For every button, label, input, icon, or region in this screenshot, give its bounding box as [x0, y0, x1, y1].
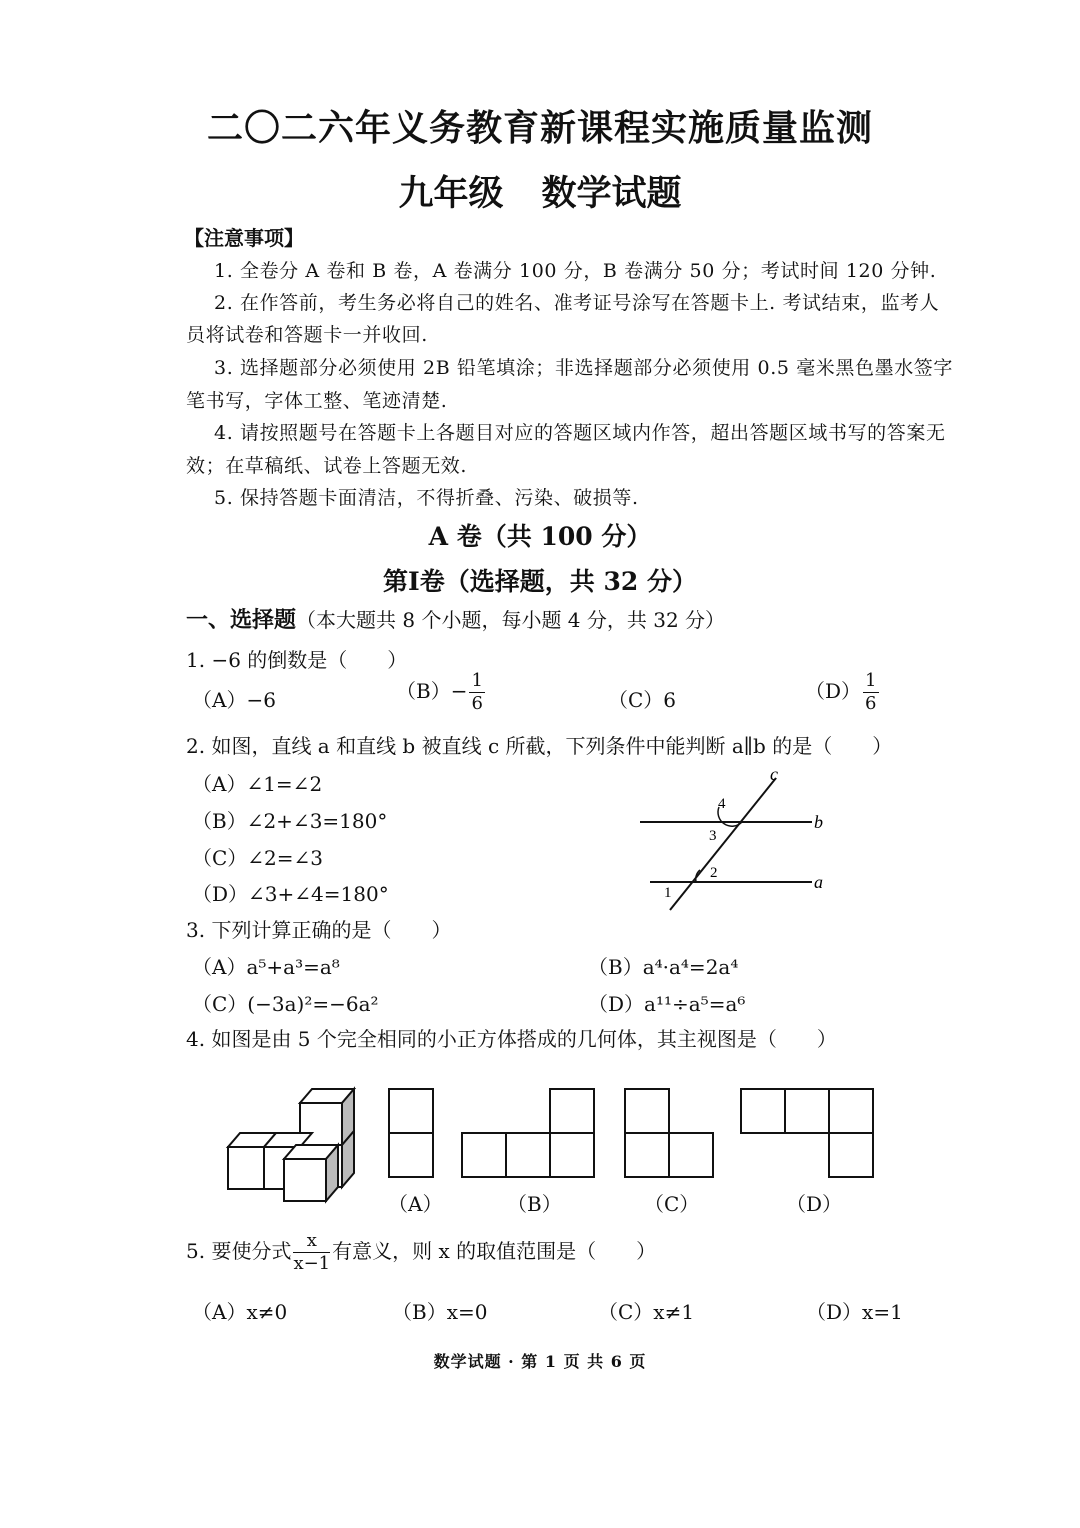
q4-cube-solid-figure — [222, 1085, 362, 1205]
q4-option-a: （A） — [388, 1192, 443, 1216]
q4-option-b-figure — [461, 1088, 595, 1178]
q4-option-c: （C） — [644, 1192, 700, 1216]
label-4: 4 — [718, 796, 726, 812]
notice-line-2-cont: 员将试卷和答题卡一并收回. — [186, 324, 428, 346]
choice-section-heading — [186, 603, 725, 634]
grade-label: 九年级 — [398, 173, 504, 214]
q4-option-c-figure — [624, 1088, 714, 1178]
label-2: 2 — [710, 865, 718, 881]
notice-line-3-cont: 笔书写，字体工整、笔迹清楚. — [186, 390, 448, 412]
notice-line-2: 2. 在作答前，考生务必将自己的姓名、准考证号涂写在答题卡上. 考试结束，监考人 — [214, 292, 940, 314]
q5-option-a: （A）x≠0 — [192, 1300, 288, 1324]
q1-option-d-fraction: $\frac{1}{6}$ — [865, 670, 877, 714]
subject-label: 数学试题 — [541, 173, 682, 214]
q1-stem: 1. −6 的倒数是（ ） — [186, 648, 408, 672]
q1-option-b-fraction: $\frac{1}{6}$ — [471, 670, 483, 714]
q5-stem — [186, 1232, 656, 1273]
q4-option-d: （D） — [786, 1192, 843, 1216]
q2-option-c: （C）∠2=∠3 — [192, 846, 324, 870]
q1-option-d — [805, 672, 881, 713]
label-b: b — [814, 812, 823, 832]
q2-option-b: （B）∠2+∠3=180° — [192, 809, 388, 833]
part-1-heading: 第Ⅰ卷（选择题，共 32 分） — [383, 567, 697, 596]
q4-option-d-figure — [740, 1088, 874, 1178]
q1-option-d-prefix: （D） — [805, 679, 862, 703]
q5-stem-pre: 5. 要使分式 — [186, 1239, 292, 1263]
notice-line-4: 4. 请按照题号在答题卡上各题目对应的答题区域内作答，超出答题区域书写的答案无 — [214, 422, 946, 444]
choice-section-desc: （本大题共 8 个小题，每小题 4 分，共 32 分） — [296, 608, 726, 632]
section-a-heading: A 卷（共 100 分） — [428, 522, 652, 551]
notice-line-3: 3. 选择题部分必须使用 2B 铅笔填涂；非选择题部分必须使用 0.5 毫米黑色墨水签字 — [214, 357, 953, 379]
label-3: 3 — [709, 828, 717, 844]
q5-option-d: （D）x=1 — [806, 1300, 903, 1324]
q2-stem: 2. 如图，直线 a 和直线 b 被直线 c 所截，下列条件中能判断 a∥b 的是（ ） — [186, 734, 893, 758]
q1-option-b-prefix: （B）− — [396, 679, 468, 703]
q1-option-b — [396, 672, 487, 713]
page-footer: 数学试题 · 第 1 页 共 6 页 — [433, 1352, 647, 1371]
q3-stem: 3. 下列计算正确的是（ ） — [186, 918, 452, 942]
q5-stem-post: 有意义，则 x 的取值范围是（ ） — [332, 1239, 657, 1263]
notice-line-4-cont: 效；在草稿纸、试卷上答题无效. — [186, 455, 468, 477]
q4-option-b: （B） — [507, 1192, 562, 1216]
q5-option-b: （B）x=0 — [392, 1300, 488, 1324]
q2-option-d: （D）∠3+∠4=180° — [192, 882, 389, 906]
label-a: a — [814, 872, 823, 892]
q3-option-c: （C）(−3a)²=−6a² — [192, 992, 379, 1016]
q5-fraction: $\frac{x}{x-1}$ — [293, 1230, 331, 1274]
q3-option-d: （D）a¹¹÷a⁵=a⁶ — [588, 992, 746, 1016]
exam-subtitle — [0, 166, 1080, 216]
q2-lines-figure — [630, 760, 840, 910]
q4-stem: 4. 如图是由 5 个完全相同的小正方体搭成的几何体，其主视图是（ ） — [186, 1027, 837, 1051]
q3-option-b: （B）a⁴·a⁴=2a⁴ — [588, 955, 739, 979]
q1-option-a: （A）−6 — [192, 688, 276, 712]
notice-heading: 【注意事项】 — [184, 226, 304, 250]
notice-line-5: 5. 保持答题卡面清洁，不得折叠、污染、破损等. — [214, 487, 639, 509]
q4-option-a-figure — [388, 1088, 434, 1178]
q5-option-c: （C）x≠1 — [598, 1300, 695, 1324]
notice-line-1: 1. 全卷分 A 卷和 B 卷，A 卷满分 100 分，B 卷满分 50 分；考试时间 120 分钟. — [214, 260, 937, 282]
q2-option-a: （A）∠1=∠2 — [192, 772, 323, 796]
q1-option-c: （C）6 — [608, 688, 677, 712]
label-1: 1 — [664, 885, 672, 901]
label-c: c — [770, 764, 778, 784]
exam-title: 二〇二六年义务教育新课程实施质量监测 — [206, 107, 873, 149]
choice-section-title: 一、选择题 — [186, 607, 297, 633]
q3-option-a: （A）a⁵+a³=a⁸ — [192, 955, 340, 979]
